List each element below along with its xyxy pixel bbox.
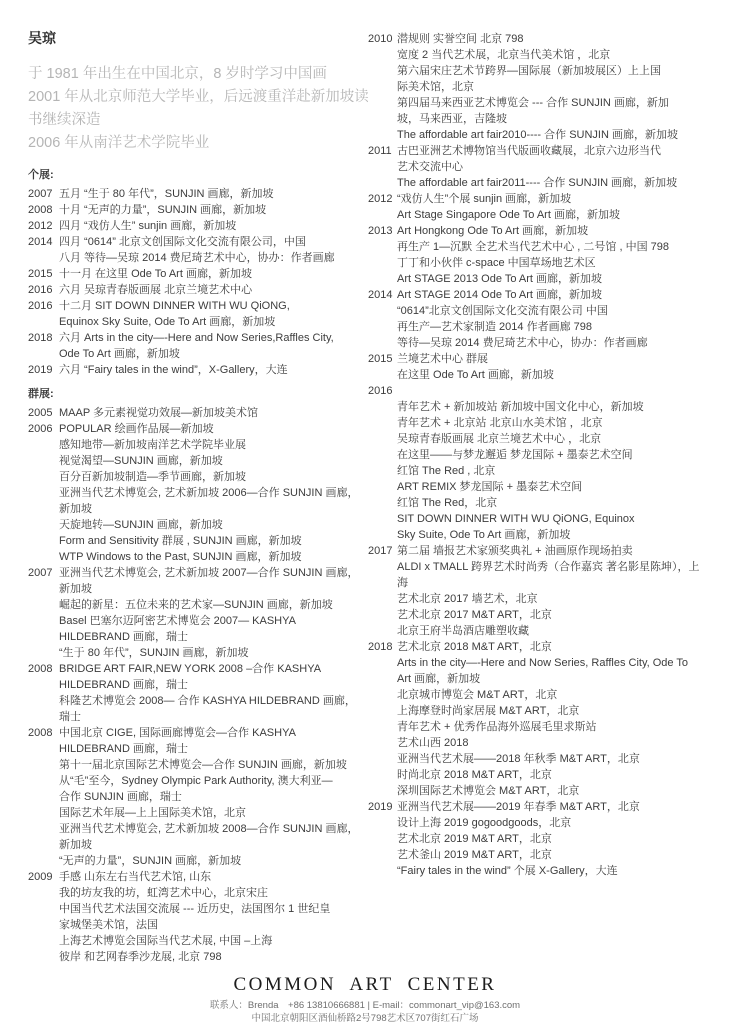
entry-line: 红馆 The Red , 北京 <box>397 465 496 477</box>
entry-line: 第四届马来西亚艺术博览会 --- 合作 SUNJIN 画廊，新加 <box>397 97 669 109</box>
exhibition-entry <box>28 234 356 266</box>
entry-line: 再生产—艺术家制造 2014 作者画廊 798 <box>397 321 592 333</box>
address-line: 中国北京朝阳区酒仙桥路2号798艺术区707街红石广场 <box>251 1013 479 1024</box>
exhibition-entry <box>368 351 718 383</box>
entry-lines <box>397 399 718 543</box>
entry-year: 2008 <box>28 663 53 675</box>
entry-line: 瑞士 <box>59 711 81 723</box>
entry-line: 古巴亚洲艺术博物馆当代版画收藏展，北京六边形当代 <box>397 145 661 157</box>
entry-line: 吴琼青春版画展 北京兰境艺术中心 ，北京 <box>397 433 602 445</box>
entry-line: 新加坡 <box>59 583 92 595</box>
entry-line: 宽度 2 当代艺术展，北京当代美术馆 ，北京 <box>397 49 611 61</box>
contact-line: 联系人：Brenda +86 13810666881 | E-mail：commonart_vip@163.com <box>209 1000 521 1011</box>
text-line: 2006 年从南洋艺术学院毕业 <box>28 135 210 151</box>
entry-line: 亚洲当代艺术展——2019 年春季 M&T ART，北京 <box>397 801 640 813</box>
exhibition-entry <box>28 298 356 330</box>
entry-line: Basel 巴塞尔迈阿密艺术博览会 2007— KASHYA <box>59 615 296 627</box>
entry-lines <box>59 282 356 298</box>
entry-year: 2018 <box>368 641 393 653</box>
entry-line: ALDI x TMALL 跨界艺术时尚秀（合作嘉宾 著名影星陈坤），上 <box>397 561 700 573</box>
entry-line: 八月 等待—吴琼 2014 费尼琦艺术中心，协办：作者画廊 <box>59 252 335 264</box>
exhibition-entry <box>368 223 718 287</box>
entry-line: 时尚北京 2018 M&T ART，北京 <box>397 769 552 781</box>
entry-line: 从“毛”至今，Sydney Olympic Park Authority, 澳大利亚— <box>59 775 333 787</box>
entry-lines <box>59 421 359 565</box>
entry-line: 第二届 墙报艺术家颁奖典礼 + 油画原作现场拍卖 <box>397 545 633 557</box>
entry-line: “无声的力量”，SUNJIN 画廊，新加坡 <box>59 855 242 867</box>
entry-line: 亚洲当代艺术博览会, 艺术新加坡 2008—合作 SUNJIN 画廊， <box>59 823 359 835</box>
entry-line: 新加坡 <box>59 839 92 851</box>
exhibition-entry <box>28 869 356 965</box>
entry-line: Equinox Sky Suite, Ode To Art 画廊，新加坡 <box>59 316 276 328</box>
exhibition-entry <box>368 639 718 799</box>
entry-line: Art Hongkong Ode To Art 画廊，新加坡 <box>397 225 589 237</box>
entry-line: 手感 山东左右当代艺术馆, 山东 <box>59 871 212 883</box>
exhibition-entry <box>28 266 356 282</box>
entry-year: 2007 <box>28 567 53 579</box>
entry-line: POPULAR 绘画作品展—新加坡 <box>59 423 214 435</box>
entry-line: 潜规则 实誉空间 北京 798 <box>397 33 524 45</box>
entry-line: MAAP 多元素视觉功效展—新加坡美术馆 <box>59 407 259 419</box>
entry-line: 艺术北京 2018 M&T ART，北京 <box>397 641 552 653</box>
entry-lines <box>397 799 718 879</box>
entry-year: 2016 <box>28 300 53 312</box>
entry-line: 我的坊友我的坊，虹湾艺术中心，北京宋庄 <box>59 887 268 899</box>
entry-line: HILDEBRAND 画廊，瑞士 <box>59 631 188 643</box>
entry-year: 2016 <box>28 284 53 296</box>
exhibition-entry <box>28 421 359 565</box>
entry-lines <box>59 661 356 725</box>
entry-line: 中国当代艺术法国交流展 --- 近历史，法国图尔 1 世纪皇 <box>59 903 331 915</box>
text-line: 2001 年从北京师范大学毕业，后远渡重洋赴新加坡读 <box>28 89 369 105</box>
entry-year: 2016 <box>368 385 393 397</box>
entry-line: 再生产 1—沉默 全艺术当代艺术中心 , 二号馆 , 中国 798 <box>397 241 669 253</box>
entry-line: Art Stage Singapore Ode To Art 画廊，新加坡 <box>397 209 620 221</box>
entry-year: 2013 <box>368 225 393 237</box>
entry-line: 四月 “0614” 北京文创国际文化交流有限公司，中国 <box>59 236 306 248</box>
entry-year: 2005 <box>28 407 53 419</box>
entry-line: Art 画廊，新加坡 <box>397 673 481 685</box>
entry-line: 在这里——与梦龙邂逅 梦龙国际 + 墨泰艺术空间 <box>397 449 633 461</box>
entry-line: WTP Windows to the Past, SUNJIN 画廊，新加坡 <box>59 551 302 563</box>
entry-line: SIT DOWN DINNER WITH WU QiONG, Equinox <box>397 513 635 525</box>
entry-line: ART REMIX 梦龙国际 + 墨泰艺术空间 <box>397 481 583 493</box>
entry-line: 青年艺术 + 北京站 北京山水美术馆 ，北京 <box>397 417 603 429</box>
entry-line: 四月 “戏仿人生” sunjin 画廊，新加坡 <box>59 220 237 232</box>
entry-line: “生于 80 年代”，SUNJIN 画廊，新加坡 <box>59 647 249 659</box>
entry-lines <box>397 351 718 383</box>
entry-year: 2018 <box>28 332 53 344</box>
entry-line: 十月 “无声的力量”，SUNJIN 画廊，新加坡 <box>59 204 267 216</box>
entry-line: 等待—吴琼 2014 费尼琦艺术中心，协办：作者画廊 <box>397 337 648 349</box>
exhibition-entry <box>368 383 718 543</box>
entry-line: 青年艺术 + 优秀作品海外巡展毛里求斯站 <box>397 721 597 733</box>
entry-line: Art STAGE 2013 Ode To Art 画廊，新加坡 <box>397 273 602 285</box>
exhibition-entry <box>28 565 359 661</box>
entry-line: 新加坡 <box>59 503 92 515</box>
entry-lines <box>59 218 356 234</box>
entry-line: 设计上海 2019 gogoodgoods，北京 <box>397 817 572 829</box>
solo-exhibitions-list <box>28 186 356 378</box>
artist-bio <box>28 63 369 155</box>
entry-year: 2010 <box>368 33 393 45</box>
entry-year: 2008 <box>28 204 53 216</box>
entry-line: 国际艺术年展—上上国际美术馆，北京 <box>59 807 246 819</box>
entry-line: 兰境艺术中心 群展 <box>397 353 489 365</box>
entry-year: 2019 <box>28 364 53 376</box>
entry-line: HILDEBRAND 画廊，瑞士 <box>59 679 188 691</box>
entry-lines <box>397 543 718 639</box>
entry-line: 天旋地转—SUNJIN 画廊，新加坡 <box>59 519 223 531</box>
entry-lines <box>397 31 718 143</box>
group-exhibitions-heading: 群展: <box>28 388 54 400</box>
entry-year: 2015 <box>28 268 53 280</box>
entry-line: 第六届宋庄艺术节跨界—国际展（新加坡展区）上上国 <box>397 65 661 77</box>
exhibition-entry <box>368 143 718 191</box>
entry-lines <box>59 186 356 202</box>
exhibition-entry <box>28 661 356 725</box>
exhibition-entry <box>28 202 356 218</box>
entry-lines <box>397 223 718 287</box>
entry-line: 合作 SUNJIN 画廊，瑞士 <box>59 791 182 803</box>
entry-line: 北京城市博览会 M&T ART，北京 <box>397 689 558 701</box>
exhibition-entry <box>28 330 356 362</box>
entry-year: 2012 <box>28 220 53 232</box>
entry-lines <box>59 565 359 661</box>
entry-line: 十二月 SIT DOWN DINNER WITH WU QiONG, <box>59 300 290 312</box>
entry-line: The affordable art fair2011---- 合作 SUNJIN 画廊，新加坡 <box>397 177 678 189</box>
entry-line: 中国北京 CIGE, 国际画廊博览会—合作 KASHYA <box>59 727 296 739</box>
exhibition-entry <box>28 725 359 869</box>
entry-year: 2007 <box>28 188 53 200</box>
entry-lines <box>59 266 356 282</box>
entry-year: 2014 <box>368 289 393 301</box>
entry-year: 2015 <box>368 353 393 365</box>
entry-line: 红馆 The Red，北京 <box>397 497 498 509</box>
entry-line: 在这里 Ode To Art 画廊，新加坡 <box>397 369 554 381</box>
entry-line: 家城堡美术馆，法国 <box>59 919 158 931</box>
entry-line: 上海摩登时尚家居展 M&T ART，北京 <box>397 705 580 717</box>
exhibition-entry <box>368 31 718 143</box>
entry-line: 百分百新加坡制造—季节画廊，新加坡 <box>59 471 246 483</box>
exhibition-entry <box>28 186 356 202</box>
entry-line: 青年艺术 + 新加坡站 新加坡中国文化中心，新加坡 <box>397 401 644 413</box>
entry-line: 北京王府半岛酒店雕塑收藏 <box>397 625 529 637</box>
entry-lines <box>59 202 356 218</box>
footer <box>0 974 730 1025</box>
entry-lines <box>59 330 356 362</box>
entry-line: 海 <box>397 577 408 589</box>
entry-line: 艺术山西 2018 <box>397 737 469 749</box>
entry-line: 亚洲当代艺术展——2018 年秋季 M&T ART，北京 <box>397 753 640 765</box>
entry-line: 丁丁和小伙伴 c-space 中国草场地艺术区 <box>397 257 596 269</box>
entry-line: Art STAGE 2014 Ode To Art 画廊，新加坡 <box>397 289 602 301</box>
entry-year: 2008 <box>28 727 53 739</box>
entry-line: 第十一届北京国际艺术博览会—合作 SUNJIN 画廊，新加坡 <box>59 759 347 771</box>
right-column <box>368 28 718 879</box>
entry-line: 彼岸 和艺网春季沙龙展, 北京 798 <box>59 951 222 963</box>
entry-line: BRIDGE ART FAIR,NEW YORK 2008 –合作 KASHYA <box>59 663 322 675</box>
entry-line: Arts in the city—-Here and Now Series, Raffles City, Ode To <box>397 657 689 669</box>
group-exhibitions-list-right <box>368 31 718 879</box>
entry-year: 2011 <box>368 145 392 157</box>
exhibition-entry <box>28 282 356 298</box>
entry-line: Sky Suite, Ode To Art 画廊，新加坡 <box>397 529 571 541</box>
exhibition-entry <box>28 405 356 421</box>
entry-lines <box>397 639 718 799</box>
artist-name: 吴琼 <box>28 30 56 46</box>
entry-line: 上海艺术博览会国际当代艺术展, 中国 –上海 <box>59 935 273 947</box>
left-column <box>28 30 369 965</box>
entry-line: 六月 吴琼青春版画展 北京兰境艺术中心 <box>59 284 253 296</box>
exhibition-entry <box>28 362 356 378</box>
entry-line: “Fairy tales in the wind” 个展 X-Gallery，大连 <box>397 865 618 877</box>
entry-line: “戏仿人生”个展 sunjin 画廊，新加坡 <box>397 193 572 205</box>
solo-exhibitions-heading: 个展: <box>28 169 54 181</box>
entry-year: 2019 <box>368 801 393 813</box>
entry-line: 艺术北京 2017 墙艺术，北京 <box>397 593 538 605</box>
exhibition-entry <box>368 287 718 351</box>
entry-line: “0614”北京文创国际文化交流有限公司 中国 <box>397 305 608 317</box>
entry-line: 六月 “Fairy tales in the wind”，X-Gallery，大连 <box>59 364 288 376</box>
exhibition-entry <box>28 218 356 234</box>
exhibition-entry <box>368 191 718 223</box>
entry-year: 2009 <box>28 871 53 883</box>
exhibition-entry <box>368 799 718 879</box>
entry-line: 科隆艺术博览会 2008— 合作 KASHYA HILDEBRAND 画廊， <box>59 695 356 707</box>
entry-lines <box>59 234 356 266</box>
entry-year: 2017 <box>368 545 393 557</box>
entry-line: 感知地带—新加坡南洋艺术学院毕业展 <box>59 439 246 451</box>
entry-lines <box>397 191 718 223</box>
entry-line: The affordable art fair2010---- 合作 SUNJIN 画廊，新加坡 <box>397 129 678 141</box>
entry-lines <box>59 298 356 330</box>
entry-line: 崛起的新星：五位未来的艺术家—SUNJIN 画廊，新加坡 <box>59 599 333 611</box>
entry-lines <box>59 405 356 421</box>
entry-line: 艺术釜山 2019 M&T ART，北京 <box>397 849 552 861</box>
entry-line: Form and Sensitivity 群展 , SUNJIN 画廊，新加坡 <box>59 535 302 547</box>
entry-lines <box>397 143 718 191</box>
entry-lines <box>397 287 718 351</box>
entry-lines <box>59 725 359 869</box>
entry-line: 艺术交流中心 <box>397 161 463 173</box>
entry-line: 艺术北京 2017 M&T ART，北京 <box>397 609 552 621</box>
entry-line: 坡，马来西亚，吉隆坡 <box>397 113 507 125</box>
entry-year: 2006 <box>28 423 53 435</box>
entry-line: Ode To Art 画廊，新加坡 <box>59 348 180 360</box>
entry-year: 2012 <box>368 193 393 205</box>
entry-line: 亚洲当代艺术博览会, 艺术新加坡 2006—合作 SUNJIN 画廊， <box>59 487 359 499</box>
entry-line: 深圳国际艺术博览会 M&T ART，北京 <box>397 785 580 797</box>
entry-line: 十一月 在这里 Ode To Art 画廊，新加坡 <box>59 268 252 280</box>
group-exhibitions-list-left <box>28 405 359 965</box>
exhibition-entry <box>368 543 718 639</box>
text-line: 于 1981 年出生在中国北京，8 岁时学习中国画 <box>28 66 327 82</box>
entry-line: 际美术馆，北京 <box>397 81 474 93</box>
gallery-brand-name: COMMON ART CENTER <box>233 974 497 995</box>
entry-lines <box>59 362 356 378</box>
entry-line: 亚洲当代艺术博览会, 艺术新加坡 2007—合作 SUNJIN 画廊， <box>59 567 359 579</box>
entry-line: 六月 Arts in the city—-Here and Now Series,Raffles City, <box>59 332 334 344</box>
entry-line: HILDEBRAND 画廊，瑞士 <box>59 743 188 755</box>
entry-line: 艺术北京 2019 M&T ART，北京 <box>397 833 552 845</box>
entry-line: 五月 “生于 80 年代”，SUNJIN 画廊，新加坡 <box>59 188 274 200</box>
entry-lines <box>59 869 356 965</box>
text-line: 书继续深造 <box>28 112 101 128</box>
entry-year: 2014 <box>28 236 53 248</box>
entry-line: 视觉渴望—SUNJIN 画廊，新加坡 <box>59 455 223 467</box>
